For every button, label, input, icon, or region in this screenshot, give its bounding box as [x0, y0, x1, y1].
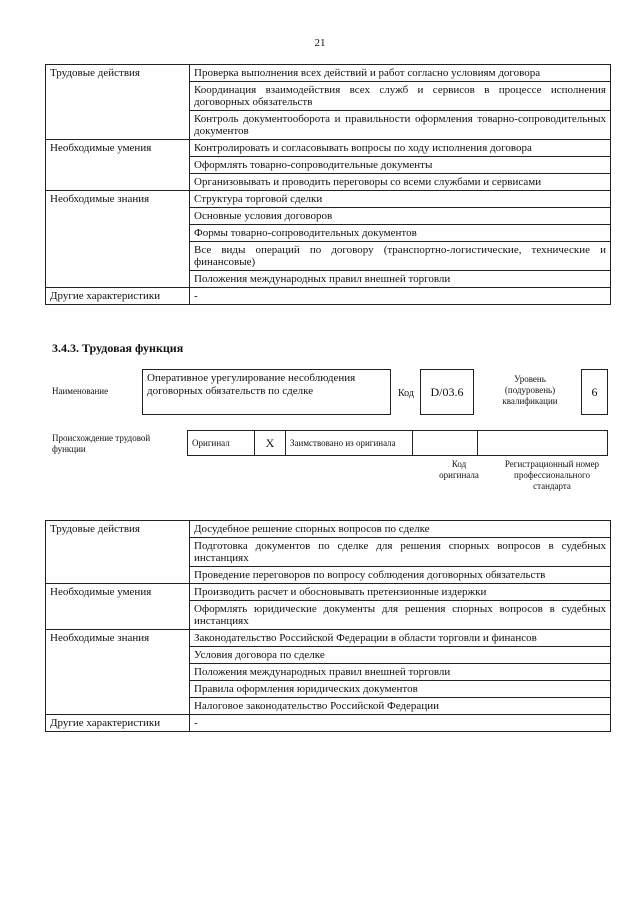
row-label: Необходимые умения — [46, 584, 190, 630]
code-caption: Код оригинала — [439, 459, 479, 480]
table-row — [46, 630, 611, 647]
qualification-level: 6 — [581, 369, 608, 415]
row-label: Необходимые знания — [46, 630, 190, 715]
row-item: Подготовка документов по сделке для решения спорных вопросов в судебных инстанциях — [190, 538, 611, 567]
row-label: Необходимые умения — [46, 140, 190, 191]
row-item: Положения международных правил внешней торговли — [190, 271, 611, 288]
level-label: Уровень (подуровень) квалификации — [502, 374, 558, 406]
row-item: Условия договора по сделке — [190, 647, 611, 664]
row-item: Правила оформления юридических документов — [190, 681, 611, 698]
row-item: Организовывать и проводить переговоры со всеми службами и сервисами — [190, 174, 611, 191]
page-number: 21 — [314, 37, 326, 49]
row-item: Оформлять юридические документы для решения спорных вопросов в судебных инстанциях — [190, 601, 611, 630]
row-item: Положения международных правил внешней торговли — [190, 664, 611, 681]
row-item: Проведение переговоров по вопросу соблюдения договорных обязательств — [190, 567, 611, 584]
table-row — [46, 584, 611, 601]
row-item: Формы товарно-сопроводительных документов — [190, 225, 611, 242]
code-label: Код — [398, 388, 414, 399]
row-label: Трудовые действия — [46, 65, 190, 140]
row-item: Контроль документооборота и правильности оформления товарно-сопроводительных документов — [190, 111, 611, 140]
function-name: Оперативное урегулирование несоблюдения договорных обязательств по сделке — [142, 369, 391, 415]
table-row — [46, 715, 611, 732]
row-item: Проверка выполнения всех действий и работ согласно условиям договора — [190, 65, 611, 82]
table-row — [46, 65, 611, 82]
section-title: 3.4.3. Трудовая функция — [52, 341, 184, 355]
original-mark: X — [255, 431, 286, 456]
row-label: Другие характеристики — [46, 715, 190, 732]
origin-table — [187, 430, 608, 456]
function-code: D/03.6 — [420, 369, 474, 415]
registration-number-cell — [478, 431, 608, 456]
row-item: Координация взаимодействия всех служб и сервисов в процессе исполнения договорных обязательств — [190, 82, 611, 111]
row-item: Все виды операций по договору (транспортно-логистические, технические и финансовые) — [190, 242, 611, 271]
original-label: Оригинал — [188, 431, 255, 456]
row-item: Контролировать и согласовывать вопросы по ходу исполнения договора — [190, 140, 611, 157]
origin-label: Происхождение трудовой функции — [52, 433, 151, 454]
row-item: Налоговое законодательство Российской Федерации — [190, 698, 611, 715]
borrowed-label: Заимствовано из оригинала — [286, 431, 413, 456]
requirements-table-top — [45, 64, 611, 305]
row-item: - — [190, 288, 611, 305]
row-item: Досудебное решение спорных вопросов по сделке — [190, 521, 611, 538]
table-row — [46, 191, 611, 208]
row-item: Законодательство Российской Федерации в области торговли и финансов — [190, 630, 611, 647]
row-item: Оформлять товарно-сопроводительные документы — [190, 157, 611, 174]
table-row — [46, 521, 611, 538]
row-item: - — [190, 715, 611, 732]
table-row — [46, 140, 611, 157]
table-row — [46, 288, 611, 305]
origin-code-cell — [413, 431, 478, 456]
row-item: Производить расчет и обосновывать претензионные издержки — [190, 584, 611, 601]
row-label: Другие характеристики — [46, 288, 190, 305]
row-label: Необходимые знания — [46, 191, 190, 288]
row-item: Структура торговой сделки — [190, 191, 611, 208]
row-item: Основные условия договоров — [190, 208, 611, 225]
requirements-table-bottom — [45, 520, 611, 732]
reg-caption: Регистрационный номер профессионального стандарта — [504, 459, 600, 491]
name-label: Наименование — [52, 386, 109, 396]
row-label: Трудовые действия — [46, 521, 190, 584]
